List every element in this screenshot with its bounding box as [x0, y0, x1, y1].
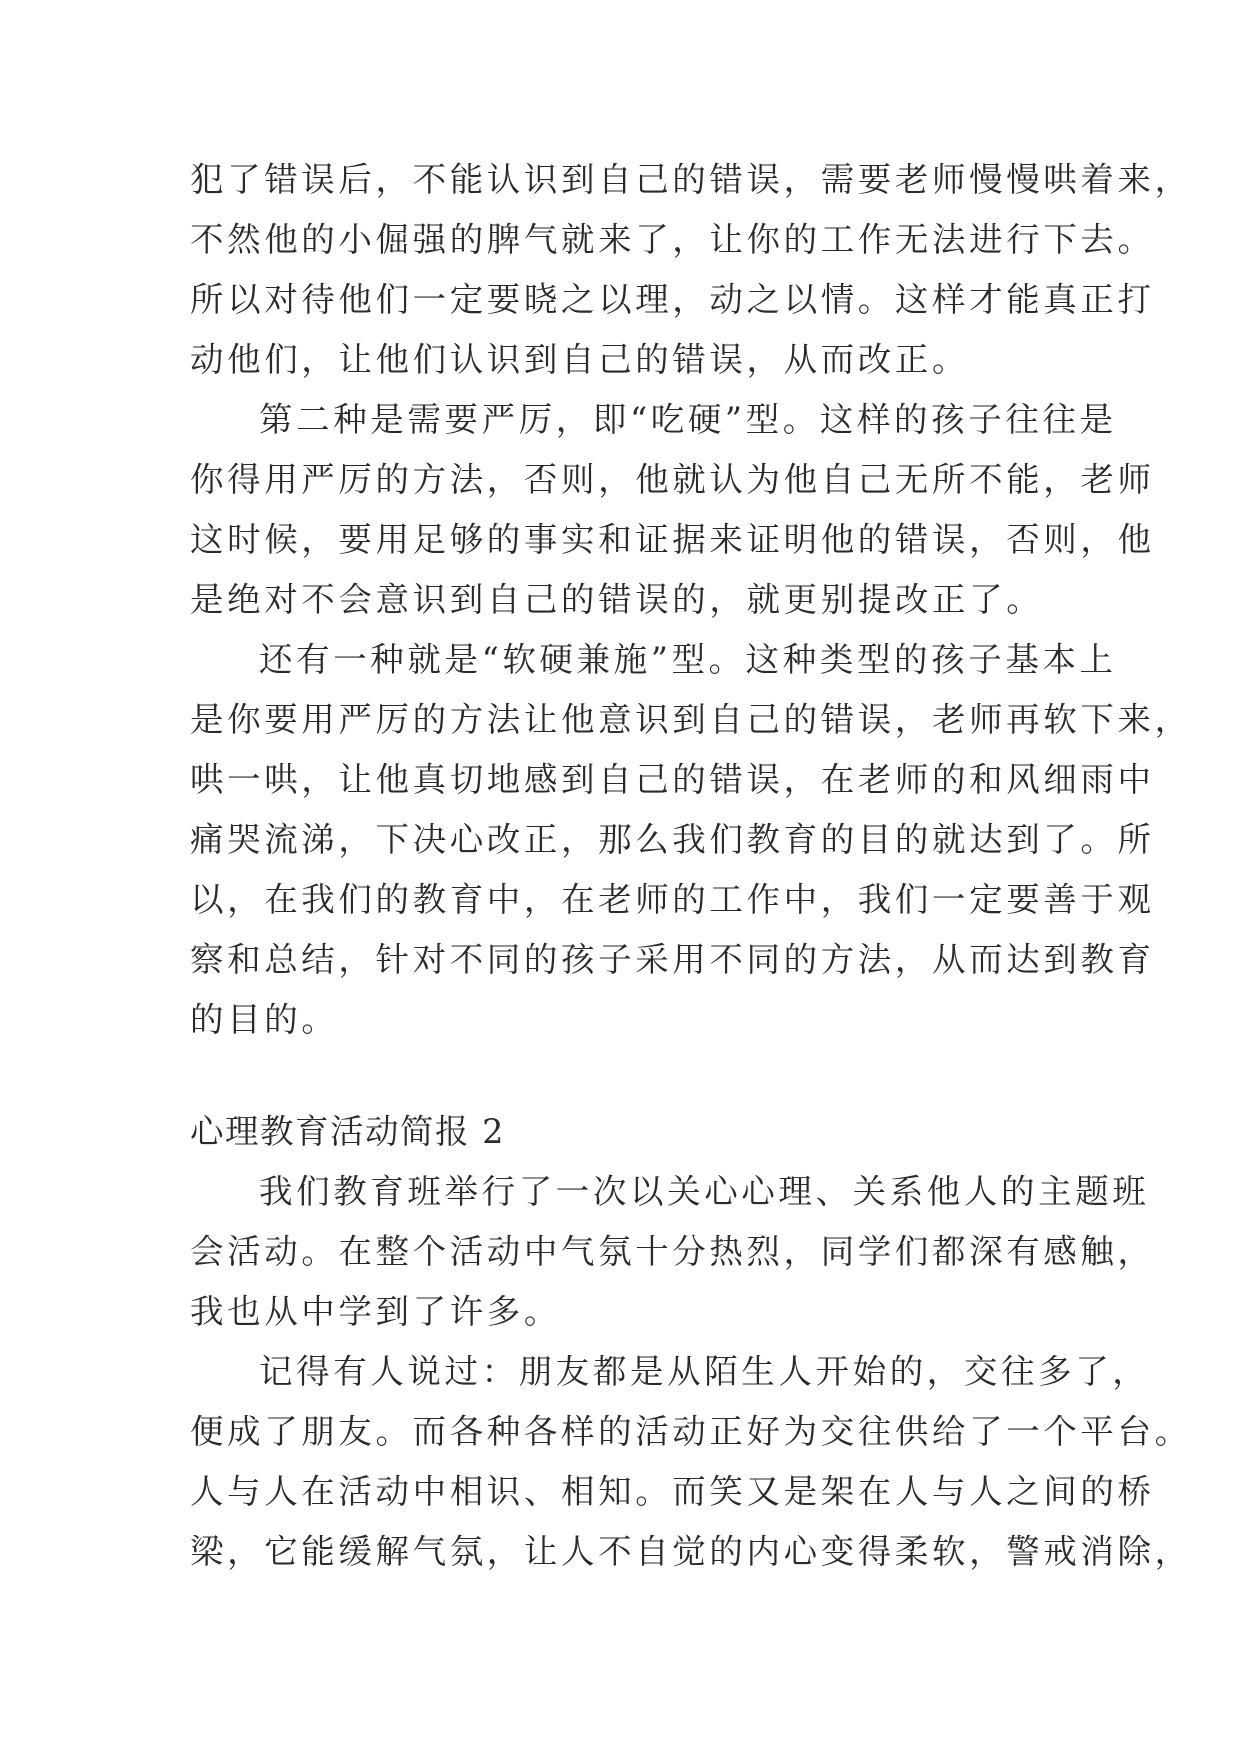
text-line: 是绝对不会意识到自己的错误的，就更别提改正了。 [190, 580, 1044, 619]
text-line: 第二种是需要严厉，即“吃硬”型。这样的孩子往往是 [259, 400, 1117, 439]
paragraph [190, 1342, 1192, 1582]
text-line: 这时候，要用足够的事实和证据来证明他的错误，否则，他 [190, 520, 1155, 559]
text-line: 你得用严厉的方法，否则，他就认为他自己无所不能，老师 [190, 460, 1155, 499]
text-line: 痛哭流涕，下决心改正，那么我们教育的目的就达到了。所 [190, 820, 1155, 859]
text-line: 动他们，让他们认识到自己的错误，从而改正。 [190, 340, 970, 379]
text-line: 不然他的小倔强的脾气就来了，让你的工作无法进行下去。 [190, 220, 1155, 259]
paragraph [190, 630, 1192, 1050]
text-line: 的目的。 [190, 1000, 339, 1039]
text-line: 哄一哄，让他真切地感到自己的错误，在老师的和风细雨中 [190, 760, 1155, 799]
text-line: 人与人在活动中相识、相知。而笑又是架在人与人之间的桥 [190, 1472, 1155, 1511]
text-line: 是你要用严厉的方法让他意识到自己的错误，老师再软下来， [190, 700, 1192, 739]
text-line: 犯了错误后，不能认识到自己的错误，需要老师慢慢哄着来， [190, 160, 1192, 199]
section-gap [190, 1050, 1070, 1102]
text-line: 便成了朋友。而各种各样的活动正好为交往供给了一个平台。 [190, 1412, 1192, 1451]
text-line: 还有一种就是“软硬兼施”型。这种类型的孩子基本上 [259, 640, 1117, 679]
paragraph [190, 390, 1155, 630]
text-line: 会活动。在整个活动中气氛十分热烈，同学们都深有感触， [190, 1232, 1155, 1271]
text-line: 我也从中学到了许多。 [190, 1292, 561, 1331]
text-line: 我们教育班举行了一次以关心心理、关系他人的主题班 [259, 1172, 1150, 1211]
text-line: 梁，它能缓解气氛，让人不自觉的内心变得柔软，警戒消除， [190, 1532, 1192, 1571]
document-body [190, 150, 1192, 1582]
paragraph [190, 1162, 1155, 1342]
paragraph [190, 150, 1192, 390]
text-line: 记得有人说过：朋友都是从陌生人开始的，交往多了， [259, 1352, 1150, 1391]
section-title: 心理教育活动简报 2 [190, 1112, 505, 1151]
text-line: 所以对待他们一定要晓之以理，动之以情。这样才能真正打 [190, 280, 1155, 319]
text-line: 以，在我们的教育中，在老师的工作中，我们一定要善于观 [190, 880, 1155, 919]
text-line: 察和总结，针对不同的孩子采用不同的方法，从而达到教育 [190, 940, 1155, 979]
